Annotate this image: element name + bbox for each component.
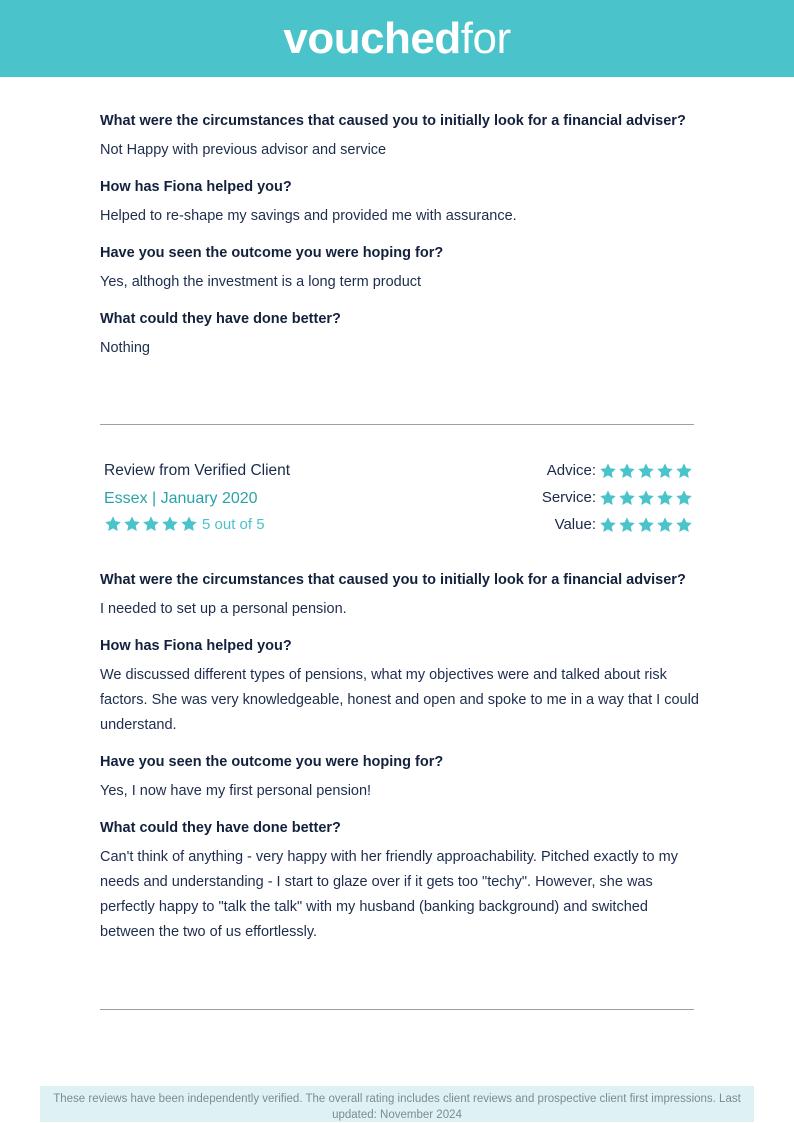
- answer: Nothing: [100, 340, 150, 356]
- star-icon: [123, 515, 141, 533]
- star-icon: [637, 462, 655, 480]
- qa-item: [100, 752, 700, 804]
- answer: Helped to re-shape my savings and provided me with assurance.: [100, 208, 517, 224]
- question: What were the circumstances that caused you to initially look for a financial adviser?: [100, 113, 686, 129]
- qa-item: [100, 111, 700, 163]
- overall-rating-text: 5 out of 5: [202, 515, 265, 533]
- star-icon: [656, 462, 674, 480]
- star-icon: [656, 489, 674, 507]
- rating-value: [542, 511, 694, 538]
- rating-stars: [599, 489, 694, 507]
- star-icon: [599, 462, 617, 480]
- answer: Not Happy with previous advisor and service: [100, 142, 387, 158]
- star-icon: [618, 516, 636, 534]
- question: What were the circumstances that caused you to initially look for a financial adviser?: [100, 572, 686, 588]
- star-icon: [656, 516, 674, 534]
- category-ratings: [542, 457, 694, 538]
- question: What could they have done better?: [100, 311, 341, 327]
- star-icon: [599, 516, 617, 534]
- star-icon: [637, 516, 655, 534]
- question: How has Fiona helped you?: [100, 179, 292, 195]
- review-2-qa: [100, 570, 700, 945]
- rating-stars: [599, 462, 694, 480]
- star-icon: [618, 462, 636, 480]
- answer: Yes, althogh the investment is a long term product: [100, 274, 422, 290]
- rating-label: Advice:: [546, 462, 596, 479]
- answer: I needed to set up a personal pension.: [100, 601, 347, 617]
- question: How has Fiona helped you?: [100, 638, 292, 654]
- question: What could they have done better?: [100, 820, 341, 836]
- star-icon: [180, 515, 198, 533]
- review-source: Review from Verified Client: [104, 462, 291, 479]
- qa-item: [100, 243, 700, 295]
- qa-item: [100, 818, 700, 945]
- qa-item: [100, 309, 700, 361]
- star-icon: [599, 489, 617, 507]
- rating-advice: [542, 457, 694, 484]
- answer: We discussed different types of pensions, what my objectives were and talked about risk factors. She was very knowledgeable, honest and open and spoke to me in a way that I could understand.: [100, 667, 699, 733]
- answer: Yes, I now have my first personal pension!: [100, 783, 372, 799]
- star-icon: [104, 515, 122, 533]
- review-location-date: Essex | January 2020: [104, 490, 258, 507]
- star-icon: [142, 515, 160, 533]
- answer: Can't think of anything - very happy with her friendly approachability. Pitched exactly to my needs and understanding - I start to glaze over if it gets too "techy". However, she was perfectly happy to "talk the talk" with my husband (banking background) and switched between the two of us effortlessly.: [100, 849, 678, 940]
- star-icon: [161, 515, 179, 533]
- logo-light-text: for: [460, 13, 511, 63]
- review-2-header: [104, 460, 694, 550]
- overall-stars: [104, 515, 199, 533]
- star-icon: [675, 462, 693, 480]
- rating-label: Value:: [554, 516, 596, 533]
- review-divider: [100, 1009, 694, 1010]
- qa-item: [100, 177, 700, 229]
- question: Have you seen the outcome you were hoping for?: [100, 754, 444, 770]
- logo-bold-text: vouched: [283, 13, 461, 63]
- question: Have you seen the outcome you were hoping for?: [100, 245, 444, 261]
- site-header: [0, 0, 794, 77]
- star-icon: [675, 489, 693, 507]
- rating-label: Service:: [541, 489, 596, 506]
- qa-item: [100, 570, 700, 622]
- star-icon: [618, 489, 636, 507]
- star-icon: [675, 516, 693, 534]
- rating-stars: [599, 516, 694, 534]
- review-1-qa: [100, 111, 700, 361]
- verification-footer: These reviews have been independently verified. The overall rating includes client reviews and prospective client first impressions. Last updated: November 2024: [40, 1086, 754, 1122]
- qa-item: [100, 636, 700, 738]
- vouchedfor-logo[interactable]: [283, 13, 511, 63]
- star-icon: [637, 489, 655, 507]
- rating-service: [542, 484, 694, 511]
- review-divider: [100, 424, 694, 425]
